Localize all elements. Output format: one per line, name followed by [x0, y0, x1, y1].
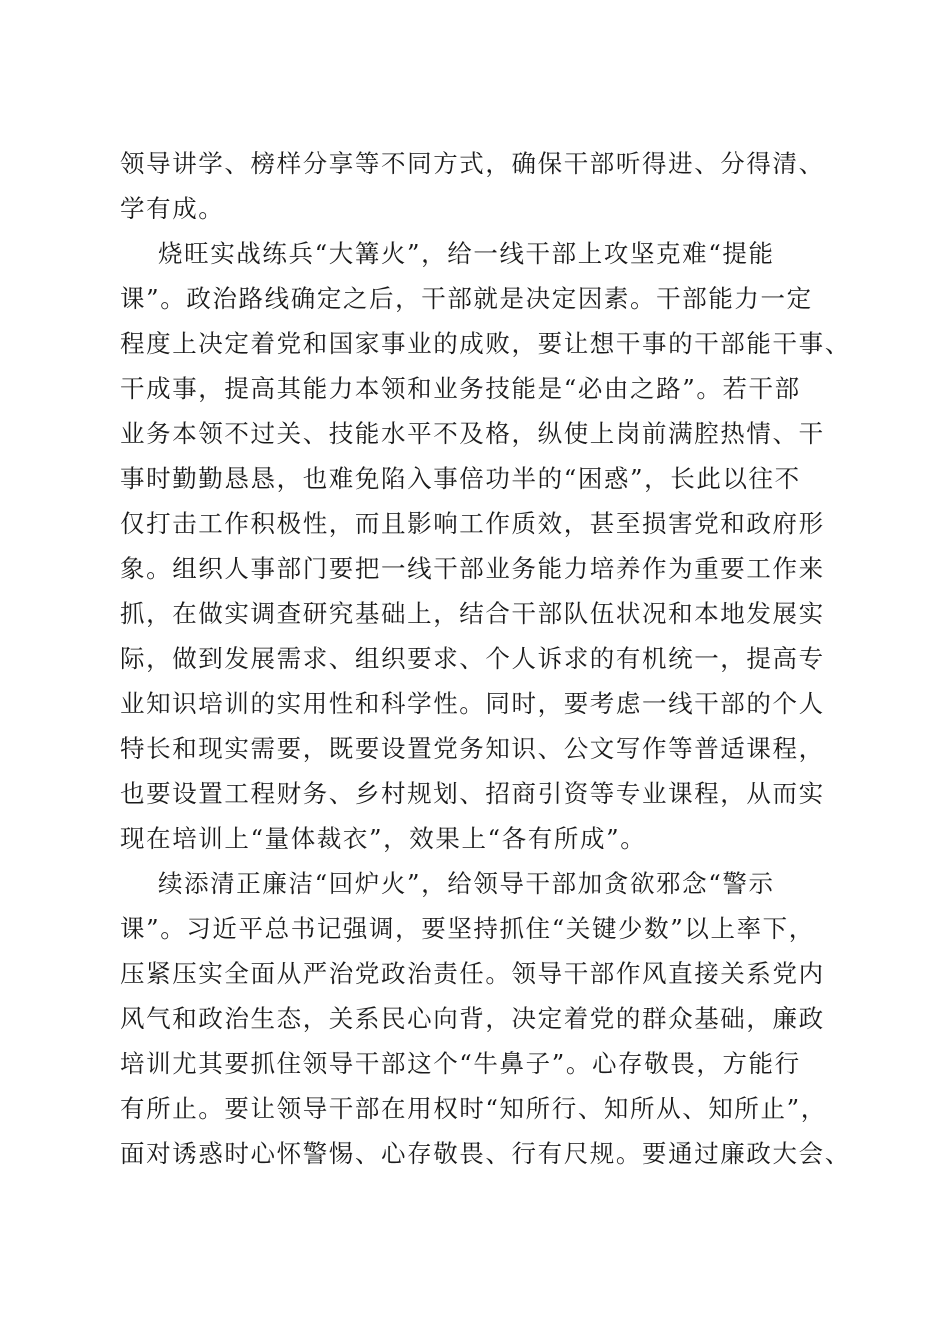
text-line: 课”。习近平总书记强调，要坚持抓住“关键少数”以上率下，	[120, 914, 815, 943]
text-line: 事时勤勤恳恳，也难免陷入事倍功半的“困惑”，长此以往不	[120, 464, 801, 493]
text-line: 仅打击工作积极性，而且影响工作质效，甚至损害党和政府形	[120, 509, 825, 538]
text-line: 也要设置工程财务、乡村规划、招商引资等专业课程，从而实	[120, 779, 825, 808]
text-line: 业务本领不过关、技能水平不及格，纵使上岗前满腔热情、干	[120, 419, 825, 448]
text-line: 培训尤其要抓住领导干部这个“牛鼻子”。心存敬畏，方能行	[120, 1049, 801, 1078]
paragraph-start-line: 烧旺实战练兵“大篝火”，给一线干部上攻坚克难“提能	[158, 239, 775, 268]
text-line: 课”。政治路线确定之后，干部就是决定因素。干部能力一定	[120, 284, 813, 313]
text-line: 风气和政治生态，关系民心向背，决定着党的群众基础，廉政	[120, 1004, 825, 1033]
text-line: 抓，在做实调查研究基础上，结合干部队伍状况和本地发展实	[120, 599, 825, 628]
text-line: 程度上决定着党和国家事业的成败，要让想干事的干部能干事、	[120, 329, 851, 358]
text-line: 业知识培训的实用性和科学性。同时，要考虑一线干部的个人	[120, 689, 825, 718]
text-line: 有所止。要让领导干部在用权时“知所行、知所从、知所止”，	[120, 1094, 827, 1123]
text-line: 压紧压实全面从严治党政治责任。领导干部作风直接关系党内	[120, 959, 825, 988]
text-line: 面对诱惑时心怀警惕、心存敬畏、行有尺规。要通过廉政大会、	[120, 1139, 851, 1168]
text-line: 领导讲学、榜样分享等不同方式，确保干部听得进、分得清、	[120, 149, 825, 178]
text-line: 学有成。	[120, 194, 225, 223]
text-line: 现在培训上“量体裁衣”，效果上“各有所成”。	[120, 824, 647, 853]
text-line: 际，做到发展需求、组织要求、个人诉求的有机统一，提高专	[120, 644, 825, 673]
text-line: 象。组织人事部门要把一线干部业务能力培养作为重要工作来	[120, 554, 825, 583]
text-line: 干成事，提高其能力本领和业务技能是“必由之路”。若干部	[120, 374, 801, 403]
paragraph-start-line: 续添清正廉洁“回炉火”，给领导干部加贪欲邪念“警示	[158, 869, 775, 898]
text-line: 特长和现实需要，既要设置党务知识、公文写作等普适课程，	[120, 734, 825, 763]
